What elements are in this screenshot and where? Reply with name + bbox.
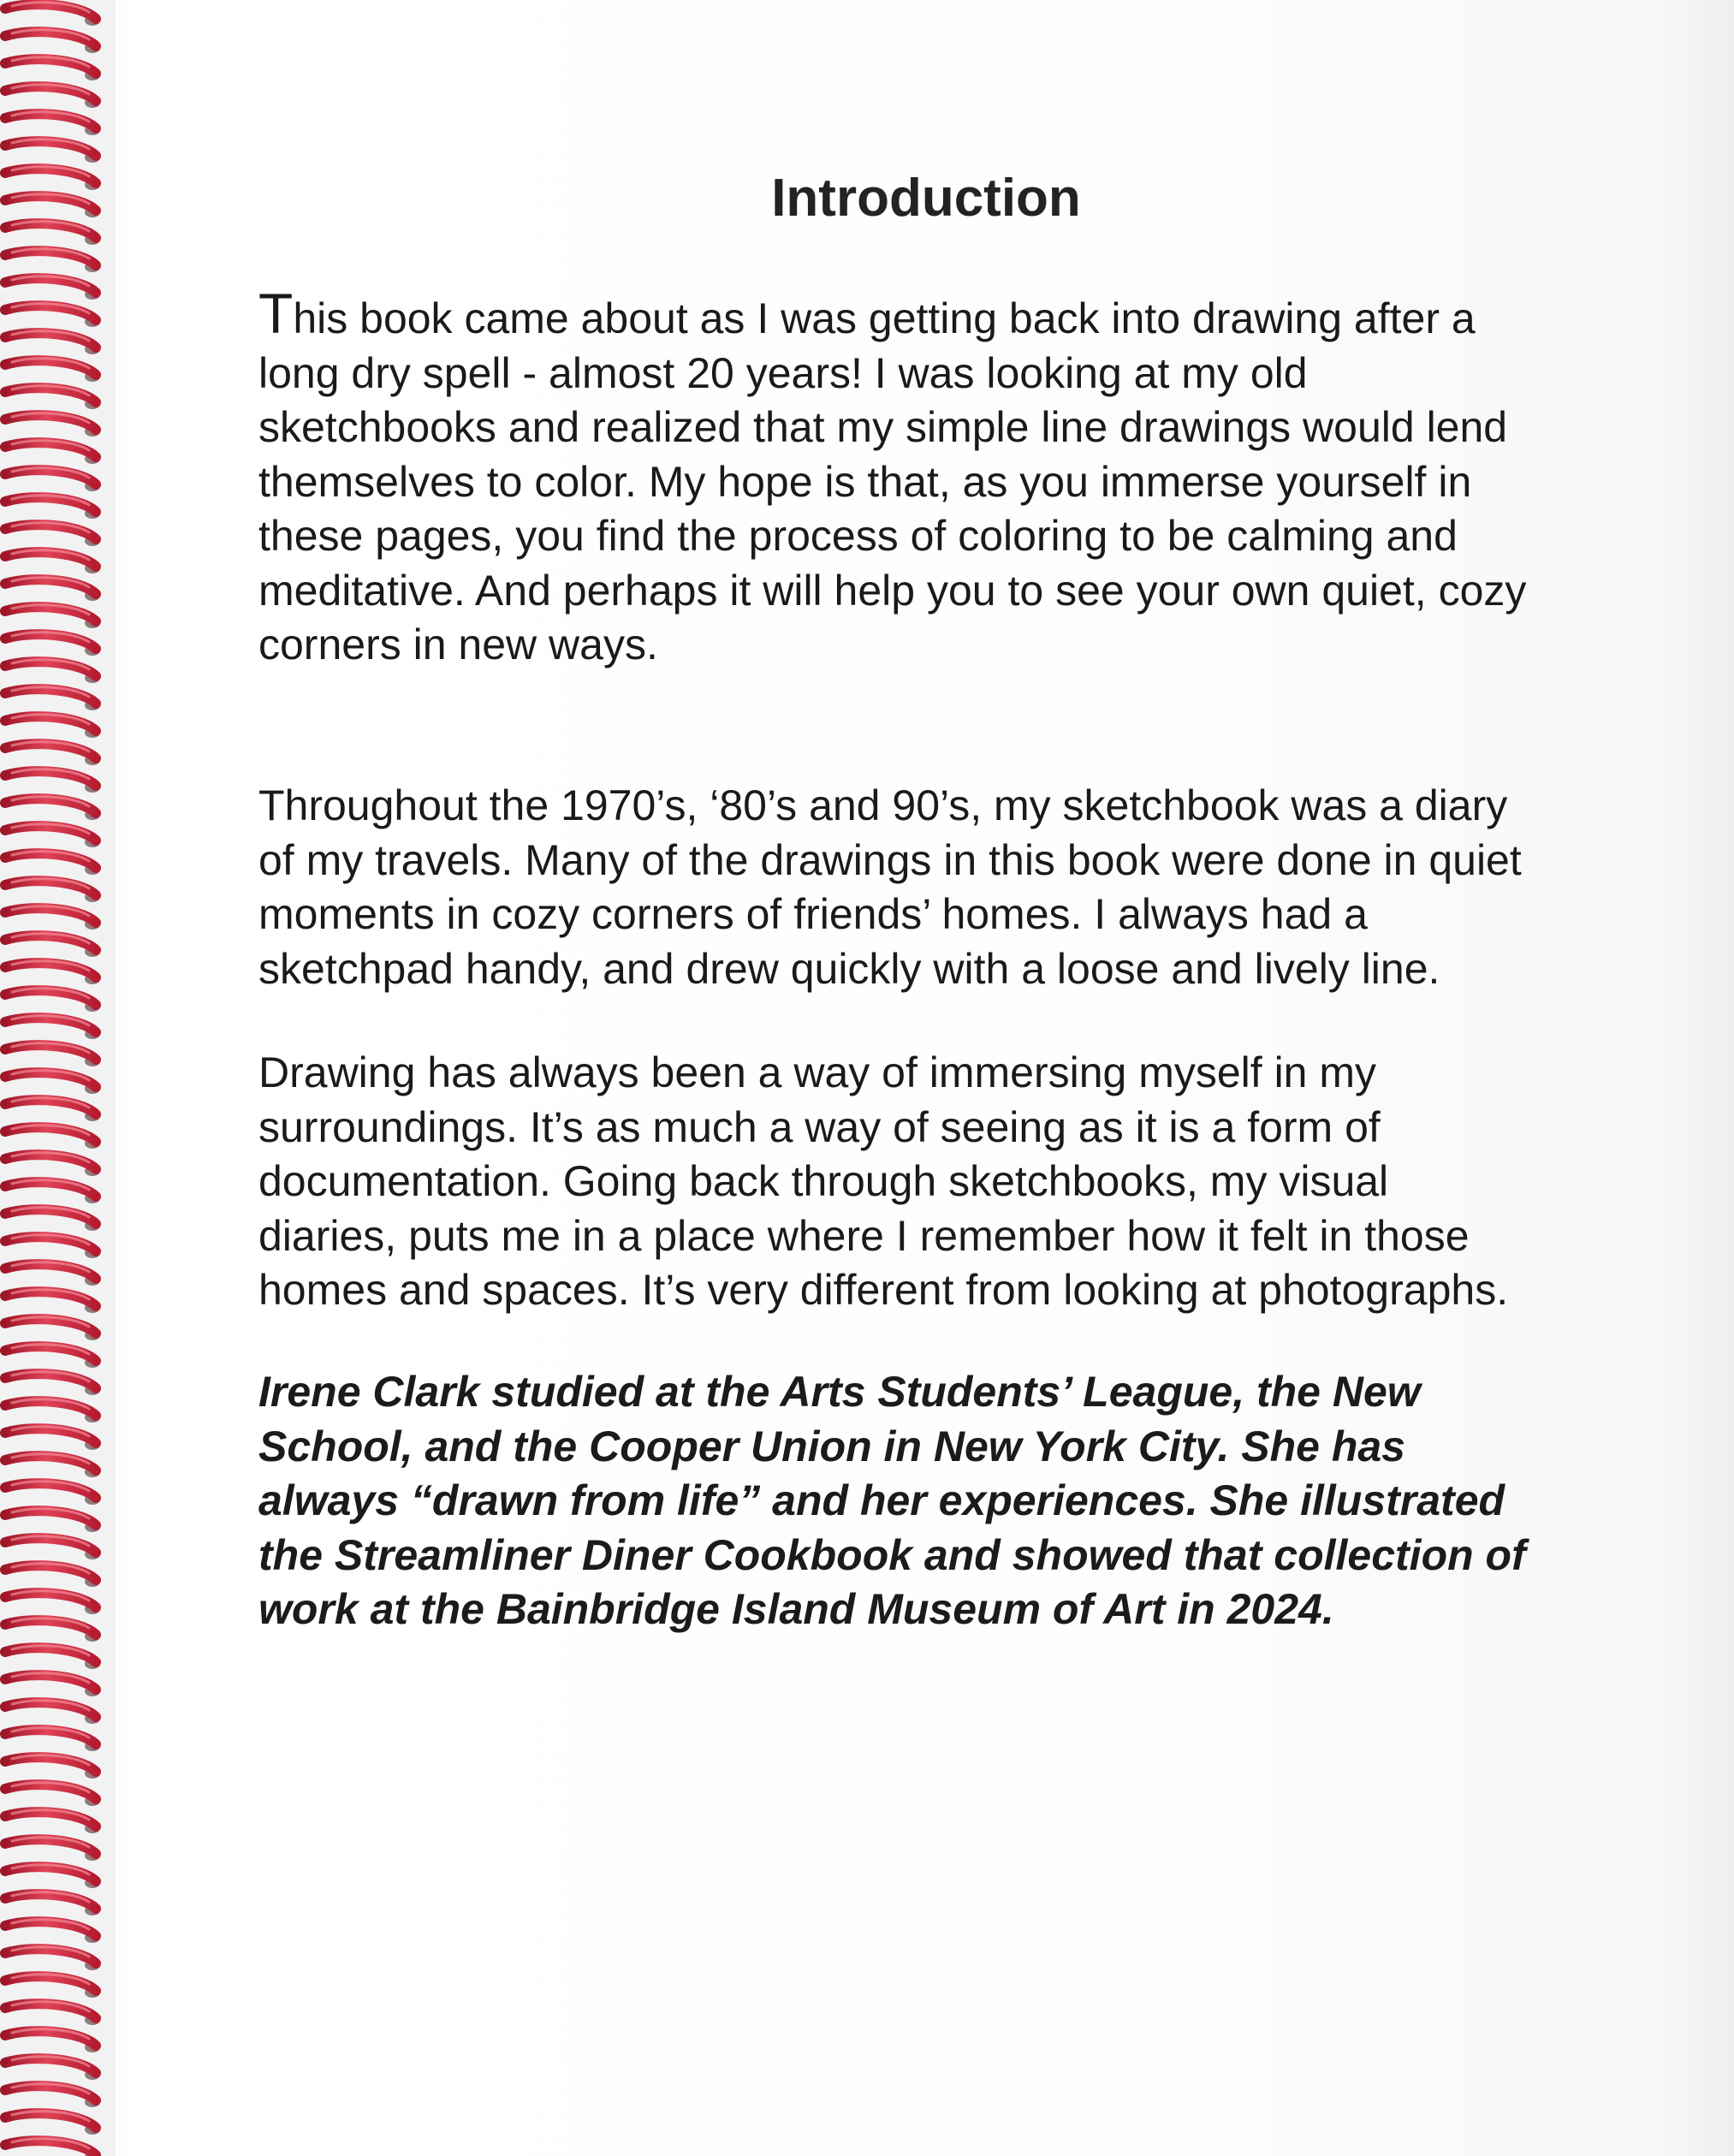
paragraph-intro (258, 282, 1594, 673)
text-line: these pages, you find the process of coloring to be calming and (258, 512, 1458, 560)
drop-cap: T (258, 282, 294, 345)
text-line: Irene Clark studied at the Arts Students’ League, the New (258, 1368, 1421, 1416)
paragraph-travels (258, 779, 1594, 996)
text-line: of my travels. Many of the drawings in this book were done in quiet (258, 835, 1522, 884)
author-bio (258, 1365, 1594, 1637)
text-line: documentation. Going back through sketchbooks, my visual (258, 1157, 1389, 1205)
text-line: Throughout the 1970’s, ‘80’s and 90’s, my sketchbook was a diary (258, 781, 1508, 829)
paragraph-drawing (258, 1046, 1594, 1318)
text-line: always “drawn from life” and her experiences. She illustrated (258, 1476, 1505, 1524)
text-line: diaries, puts me in a place where I remember how it felt in those (258, 1211, 1470, 1260)
text-line: moments in cozy corners of friends’ homes. I always had a (258, 890, 1368, 938)
text-line: meditative. And perhaps it will help you to see your own quiet, cozy (258, 566, 1527, 615)
text-line: homes and spaces. It’s very different from looking at photographs. (258, 1266, 1509, 1314)
text-line: themselves to color. My hope is that, as you immerse yourself in (258, 457, 1472, 506)
text-line: sketchpad handy, and drew quickly with a loose and lively line. (258, 944, 1440, 993)
text-line: long dry spell - almost 20 years! I was looking at my old (258, 348, 1308, 397)
text-line: surroundings. It’s as much a way of seeing as it is a form of (258, 1102, 1381, 1151)
spiral-binding (0, 0, 116, 2156)
text-line: Drawing has always been a way of immersing myself in my (258, 1048, 1377, 1096)
text-line: work at the Bainbridge Island Museum of Art in 2024. (258, 1585, 1334, 1633)
page-title: Introduction (771, 169, 1081, 228)
text-line: School, and the Cooper Union in New York City. She has (258, 1422, 1405, 1470)
text-line: corners in new ways. (258, 621, 658, 668)
text-line: the Streamliner Diner Cookbook and showed that collection of (258, 1530, 1526, 1579)
text-line: This book came about as I was getting back into drawing after a (258, 282, 1476, 345)
text-line: sketchbooks and realized that my simple line drawings would lend (258, 403, 1508, 451)
